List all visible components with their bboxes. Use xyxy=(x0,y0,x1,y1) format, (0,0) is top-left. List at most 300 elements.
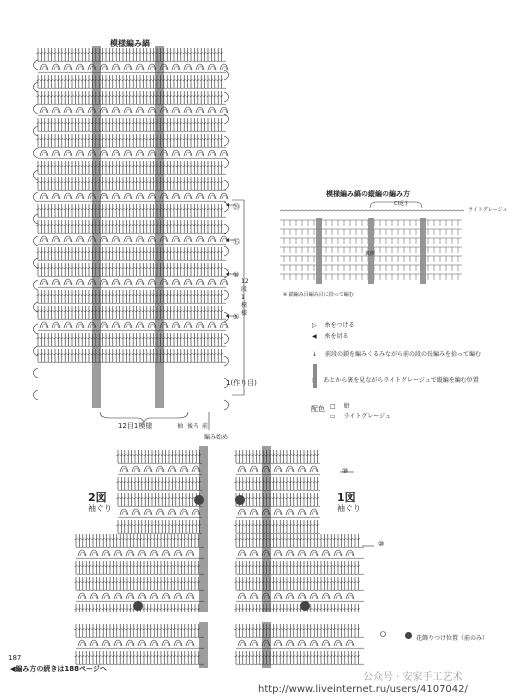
sub-label-back: 後ろ xyxy=(187,423,200,430)
sleeve-loop-row xyxy=(276,552,281,556)
sleeve-chain-row xyxy=(236,474,320,475)
color-text: ライトグレージュ xyxy=(343,413,392,420)
sleeve-loop-row xyxy=(188,642,193,646)
sleeve-chain-row xyxy=(76,547,204,548)
main-chart-loop-row xyxy=(126,195,131,199)
sleeve-loop-row xyxy=(104,642,109,646)
sleeve-loop-row xyxy=(134,468,139,472)
sleeve-loop-row xyxy=(182,511,187,515)
sleeve-loop-row xyxy=(164,552,169,556)
sleeve-loop-row xyxy=(104,552,109,556)
main-chart-loop-row xyxy=(66,324,71,328)
turning-loop xyxy=(34,104,39,114)
main-chart-loop-row xyxy=(54,109,59,113)
main-chart-loop-row xyxy=(114,238,119,242)
main-chart-chain-row xyxy=(38,115,226,116)
main-chart-loop-row xyxy=(198,66,203,70)
main-chart-loop-row xyxy=(138,66,143,70)
main-chart-loop-row xyxy=(78,66,83,70)
sleeve-loop-row xyxy=(240,642,245,646)
turning-loop xyxy=(224,136,229,146)
main-chart-loop-row xyxy=(126,152,131,156)
main-chart-chain-row xyxy=(38,201,226,202)
sleeve-loop-row xyxy=(312,595,317,599)
turning-loop xyxy=(224,180,229,190)
main-chart-loop-row xyxy=(210,66,215,70)
side-chart-band xyxy=(420,218,426,284)
sleeve-loop-row xyxy=(128,552,133,556)
main-chart-chain-row xyxy=(38,190,226,191)
main-chart-chain-row xyxy=(38,346,226,347)
sleeve-loop-row xyxy=(140,642,145,646)
main-chart-loop-row xyxy=(126,109,131,113)
main-chart-loop-row xyxy=(222,66,227,70)
cut-yarn-icon: ◀ xyxy=(312,333,317,340)
main-chart-loop-row xyxy=(78,109,83,113)
main-chart-loop-row xyxy=(102,281,107,285)
sleeve-loop-row xyxy=(194,511,199,515)
side-chart-title: 模様編み縞の縦編の編み方 xyxy=(326,190,410,198)
main-chart-loop-row xyxy=(78,152,83,156)
main-chart-title: 模様編み縞 xyxy=(110,39,150,48)
sleeve-loop-row xyxy=(348,642,353,646)
sleeve-chain-row xyxy=(236,558,364,559)
sleeve-chain-row xyxy=(236,601,364,602)
main-chart-loop-row xyxy=(210,281,215,285)
main-chart-loop-row xyxy=(78,238,83,242)
main-chart-loop-row xyxy=(42,109,47,113)
swatch-icon: ▭ xyxy=(330,413,336,420)
stitch-arrow-icon: ↓ xyxy=(312,351,318,358)
sleeve-loop-row xyxy=(116,642,121,646)
sleeve-loop-row xyxy=(152,595,157,599)
sleeve-loop-row xyxy=(300,468,305,472)
main-chart-loop-row xyxy=(174,109,179,113)
turning-loop xyxy=(224,70,229,80)
sleeve-loop-row xyxy=(116,595,121,599)
legend-text: 糸をつける xyxy=(324,322,355,329)
sleeve-loop-row xyxy=(312,642,317,646)
sleeve-chain-row xyxy=(236,547,364,548)
side-chart-footnote: ※ 鎖編み目編み目に拾って編む xyxy=(283,292,354,298)
sleeve-loop-row xyxy=(300,552,305,556)
main-chart-chain-row xyxy=(38,303,226,304)
sleeve-loop-row xyxy=(240,468,245,472)
flower-position-dot xyxy=(194,495,204,505)
legend-item-cut xyxy=(312,331,349,340)
main-chart-loop-row xyxy=(54,238,59,242)
main-chart-chain-row xyxy=(38,287,226,288)
main-chart-loop-row xyxy=(186,66,191,70)
sleeve-chain-row xyxy=(236,506,320,507)
main-chart-chain-row xyxy=(38,217,226,218)
main-chart-loop-row xyxy=(186,152,191,156)
main-chart-loop-row xyxy=(186,195,191,199)
main-chart-loop-row xyxy=(102,109,107,113)
sleeve-loop-row xyxy=(182,468,187,472)
sleeve-loop-row xyxy=(288,552,293,556)
main-chart-loop-row xyxy=(198,324,203,328)
sleeve-loop-row xyxy=(152,552,157,556)
sleeve-chain-row xyxy=(76,648,204,649)
main-chart-chain-row xyxy=(38,233,226,234)
main-chart-loop-row xyxy=(186,324,191,328)
main-chart-loop-row xyxy=(126,281,131,285)
sleeve-chain-row xyxy=(236,517,320,518)
sleeve-chain-row xyxy=(236,574,364,575)
dot-legend-text: 花飾りつけ位置（前のみ） xyxy=(416,635,489,642)
start-label: 編み始め xyxy=(204,434,229,441)
color-light-greige xyxy=(330,411,391,420)
side-chart-chain xyxy=(280,210,464,211)
main-chart-loop-row xyxy=(198,281,203,285)
sleeve-chain-row xyxy=(76,574,204,575)
main-chart-loop-row xyxy=(198,152,203,156)
source-url: http://www.liveinternet.ru/users/4107042/ xyxy=(258,684,468,695)
side-chart-center-label: 裏側 xyxy=(365,251,376,257)
main-chart-loop-row xyxy=(78,281,83,285)
turning-loop xyxy=(34,236,39,246)
row-label-1: 1(作り目) xyxy=(226,379,257,387)
row-arrow-head xyxy=(226,203,229,207)
flower-position-dot xyxy=(300,601,310,611)
main-chart-chain-row xyxy=(38,147,226,148)
sleeve-loop-row xyxy=(152,642,157,646)
sleeve-loop-row xyxy=(300,642,305,646)
main-chart-loop-row xyxy=(102,152,107,156)
flower-position-dot xyxy=(235,495,245,505)
sleeve-loop-row xyxy=(324,595,329,599)
main-chart-loop-row xyxy=(138,324,143,328)
main-chart-loop-row xyxy=(78,195,83,199)
main-chart-loop-row xyxy=(210,238,215,242)
main-chart-loop-row xyxy=(210,152,215,156)
main-chart-loop-row xyxy=(210,195,215,199)
watermark: 公众号 · 安家手工艺术 xyxy=(363,672,463,683)
main-chart-loop-row xyxy=(66,195,71,199)
turning-loop xyxy=(34,192,39,202)
sleeve-loop-row xyxy=(128,642,133,646)
main-chart-loop-row xyxy=(66,66,71,70)
main-chart-loop-row xyxy=(198,109,203,113)
sleeve-loop-row xyxy=(336,552,341,556)
main-chart-loop-row xyxy=(174,66,179,70)
main-chart-loop-row xyxy=(150,66,155,70)
continue-note: ◀編み方の続きは188ページへ xyxy=(10,665,107,673)
main-chart-loop-row xyxy=(138,238,143,242)
sleeve-loop-row xyxy=(104,595,109,599)
sleeve-loop-row xyxy=(276,511,281,515)
fig2-subtitle: 袖ぐり xyxy=(88,504,112,513)
side-chart-color-label: ライトグレージュ xyxy=(468,207,508,213)
sleeve-loop-row xyxy=(164,595,169,599)
main-chart-loop-row xyxy=(222,281,227,285)
row-arrow-head xyxy=(226,238,229,242)
main-chart-loop-row xyxy=(66,152,71,156)
turning-loop xyxy=(224,202,229,212)
main-chart-loop-row xyxy=(54,152,59,156)
sleeve-chain-row xyxy=(118,474,202,475)
row-label-15: ⑮ xyxy=(233,238,240,246)
sleeve-loop-row xyxy=(276,468,281,472)
main-chart-loop-row xyxy=(150,195,155,199)
main-chart-loop-row xyxy=(66,109,71,113)
main-chart-loop-row xyxy=(114,109,119,113)
main-chart-loop-row xyxy=(150,109,155,113)
main-chart-loop-row xyxy=(42,195,47,199)
sleeve-loop-row xyxy=(158,468,163,472)
main-chart-loop-row xyxy=(138,281,143,285)
main-chart-chain-row xyxy=(38,158,226,159)
color-text: 紺 xyxy=(343,403,350,410)
sleeve-loop-row xyxy=(188,595,193,599)
sleeve-loop-row xyxy=(324,552,329,556)
main-chart-loop-row xyxy=(114,195,119,199)
main-chart-chain-row xyxy=(38,362,226,363)
legend-text: 糸を切る xyxy=(324,333,349,340)
main-chart-loop-row xyxy=(174,195,179,199)
sleeve-loop-row xyxy=(176,595,181,599)
sleeve-loop-row xyxy=(348,595,353,599)
sleeve-chain-row xyxy=(118,533,202,534)
sleeve-loop-row xyxy=(312,511,317,515)
gray-band-icon: ▮ xyxy=(312,377,316,384)
turning-loop xyxy=(34,280,39,290)
main-chart-loop-row xyxy=(150,324,155,328)
legend-item-position xyxy=(312,375,479,384)
main-chart-loop-row xyxy=(54,66,59,70)
sleeve-chain-row xyxy=(236,463,320,464)
turning-loop xyxy=(34,82,39,92)
main-chart-loop-row xyxy=(114,281,119,285)
main-chart-loop-row xyxy=(78,324,83,328)
main-chart-loop-row xyxy=(114,324,119,328)
turning-loop xyxy=(34,368,39,378)
main-chart-loop-row xyxy=(150,281,155,285)
sleeve-loop-row xyxy=(80,552,85,556)
side-chart-band xyxy=(316,218,322,284)
main-chart-loop-row xyxy=(138,109,143,113)
sleeve-loop-row xyxy=(92,642,97,646)
main-chart-loop-row xyxy=(66,281,71,285)
sleeve-loop-row xyxy=(276,642,281,646)
main-chart-loop-row xyxy=(126,238,131,242)
main-chart-loop-row xyxy=(66,238,71,242)
sleeve-loop-row xyxy=(252,552,257,556)
main-chart-loop-row xyxy=(150,152,155,156)
color-scheme-title: 配色 xyxy=(311,405,325,413)
main-chart-loop-row xyxy=(174,238,179,242)
main-chart-loop-row xyxy=(42,152,47,156)
main-chart-loop-row xyxy=(174,152,179,156)
sleeve-loop-row xyxy=(140,552,145,556)
bottom-repeat-label: 12目1模様 xyxy=(118,422,153,430)
sleeve-loop-row xyxy=(170,468,175,472)
main-chart-chain-row xyxy=(38,88,226,89)
main-chart-loop-row xyxy=(102,238,107,242)
sleeve-loop-row xyxy=(348,552,353,556)
sleeve-loop-row xyxy=(146,468,151,472)
color-navy xyxy=(330,401,350,410)
row-mark-circle xyxy=(381,632,386,637)
main-chart-loop-row xyxy=(54,195,59,199)
turning-loop xyxy=(224,400,229,410)
turning-loop xyxy=(34,60,39,70)
sleeve-loop-row xyxy=(300,595,305,599)
sleeve-loop-row xyxy=(92,552,97,556)
turning-loop xyxy=(34,148,39,158)
sleeve-loop-row xyxy=(176,642,181,646)
sleeve-loop-row xyxy=(288,468,293,472)
turning-loop xyxy=(224,224,229,234)
sleeve-loop-row xyxy=(252,468,257,472)
turning-loop xyxy=(34,324,39,334)
sleeve-chain-row xyxy=(76,637,204,638)
sleeve-loop-row xyxy=(276,595,281,599)
main-chart-loop-row xyxy=(42,238,47,242)
main-chart-chain-row xyxy=(38,174,226,175)
turning-loop xyxy=(224,158,229,168)
main-chart-chain-row xyxy=(38,72,226,73)
main-chart-chain-row xyxy=(38,319,226,320)
sleeve-loop-row xyxy=(128,595,133,599)
sleeve-loop-row xyxy=(92,595,97,599)
main-chart-loop-row xyxy=(54,324,59,328)
sleeve-loop-row xyxy=(134,511,139,515)
sleeve-chain-row xyxy=(76,558,204,559)
main-chart-loop-row xyxy=(114,66,119,70)
turning-loop xyxy=(34,258,39,268)
sleeve-gap xyxy=(75,612,365,622)
main-chart-loop-row xyxy=(150,238,155,242)
sleeve-loop-row xyxy=(336,642,341,646)
sleeve-loop-row xyxy=(252,595,257,599)
main-chart-loop-row xyxy=(138,195,143,199)
main-chart-loop-row xyxy=(210,324,215,328)
sleeve-loop-row xyxy=(176,552,181,556)
sleeve-loop-row xyxy=(194,468,199,472)
sleeve-loop-row xyxy=(336,595,341,599)
sleeve-loop-row xyxy=(80,595,85,599)
sleeve-loop-row xyxy=(252,642,257,646)
row-label-5: ⑤ xyxy=(233,313,240,321)
row-label-20: ⑳ xyxy=(233,203,240,211)
legend-item-stitch xyxy=(312,349,481,358)
main-chart-loop-row xyxy=(42,281,47,285)
turning-loop xyxy=(224,246,229,256)
main-chart-loop-row xyxy=(102,324,107,328)
main-chart-loop-row xyxy=(186,238,191,242)
vertical-repeat-label: 12段1模様 xyxy=(241,278,249,317)
sleeve-loop-row xyxy=(288,642,293,646)
main-chart-loop-row xyxy=(126,324,131,328)
turning-loop xyxy=(224,92,229,102)
sleeve-loop-row xyxy=(116,552,121,556)
sleeve-chain-row xyxy=(236,664,364,665)
flower-position-dot xyxy=(133,601,143,611)
main-chart-chain-row xyxy=(38,61,226,62)
sleeve-loop-row xyxy=(146,511,151,515)
side-chart-top-note: CI返す xyxy=(394,201,409,207)
sleeve-loop-row xyxy=(158,511,163,515)
page-number: 187 xyxy=(8,654,22,662)
swatch-icon: □ xyxy=(330,403,336,410)
turning-loop xyxy=(224,114,229,124)
main-chart-chain-row xyxy=(38,244,226,245)
sub-label-sleeve: 袖 xyxy=(177,423,184,430)
sleeve-loop-row xyxy=(188,552,193,556)
main-chart-loop-row xyxy=(42,66,47,70)
sleeve-loop-row xyxy=(80,642,85,646)
main-chart-loop-row xyxy=(102,195,107,199)
sleeve-loop-row xyxy=(252,511,257,515)
main-chart-loop-row xyxy=(186,281,191,285)
gray-band xyxy=(199,446,208,668)
fig1-row-mark-2: ⑩ xyxy=(378,540,385,548)
main-chart-loop-row xyxy=(222,195,227,199)
main-chart-chain-row xyxy=(38,131,226,132)
turning-loop xyxy=(34,390,39,400)
fig1-title: 1図 xyxy=(337,491,356,504)
legend-text: 前段の鎖を編みくるみながら前の段の長編みを拾って編む xyxy=(324,351,481,358)
main-chart-loop-row xyxy=(54,281,59,285)
sleeve-loop-row xyxy=(122,468,127,472)
turning-loop xyxy=(34,170,39,180)
turning-loop xyxy=(224,290,229,300)
sleeve-loop-row xyxy=(312,552,317,556)
sleeve-loop-row xyxy=(240,511,245,515)
main-chart-loop-row xyxy=(174,324,179,328)
sleeve-chain-row xyxy=(236,648,364,649)
sleeve-chain-row xyxy=(118,463,202,464)
main-chart-loop-row xyxy=(174,281,179,285)
fig1-subtitle: 袖ぐり xyxy=(337,504,361,513)
sleeve-chain-row xyxy=(236,533,320,534)
main-chart-chain-row xyxy=(38,104,226,105)
turning-loop xyxy=(34,126,39,136)
sleeve-loop-row xyxy=(288,511,293,515)
sleeve-chain-row xyxy=(118,517,202,518)
sleeve-loop-row xyxy=(170,511,175,515)
main-chart-loop-row xyxy=(222,324,227,328)
main-chart-loop-row xyxy=(210,109,215,113)
sleeve-loop-row xyxy=(164,642,169,646)
sleeve-chain-row xyxy=(118,490,202,491)
gray-band xyxy=(155,46,164,408)
legend-text: あとから裏を見ながらライトグレージュで縦編を編む位置 xyxy=(323,377,479,384)
main-chart-loop-row xyxy=(198,238,203,242)
legend-item-attach xyxy=(312,320,355,329)
sleeve-chain-row xyxy=(236,637,364,638)
sleeve-chain-row xyxy=(118,506,202,507)
sleeve-loop-row xyxy=(140,595,145,599)
sleeve-loop-row xyxy=(288,595,293,599)
sleeve-loop-row xyxy=(312,468,317,472)
turning-loop xyxy=(34,214,39,224)
sleeve-loop-row xyxy=(240,552,245,556)
sleeve-loop-row xyxy=(240,595,245,599)
sleeve-loop-row xyxy=(324,642,329,646)
row-label-10: ⑩ xyxy=(233,271,240,279)
main-chart-loop-row xyxy=(222,152,227,156)
main-chart-loop-row xyxy=(114,152,119,156)
main-chart-loop-row xyxy=(138,152,143,156)
flower-position-dot-icon xyxy=(405,632,412,639)
main-chart-loop-row xyxy=(186,109,191,113)
main-chart-loop-row xyxy=(222,109,227,113)
fig2-title: 2図 xyxy=(88,491,107,504)
turning-loop xyxy=(224,334,229,344)
